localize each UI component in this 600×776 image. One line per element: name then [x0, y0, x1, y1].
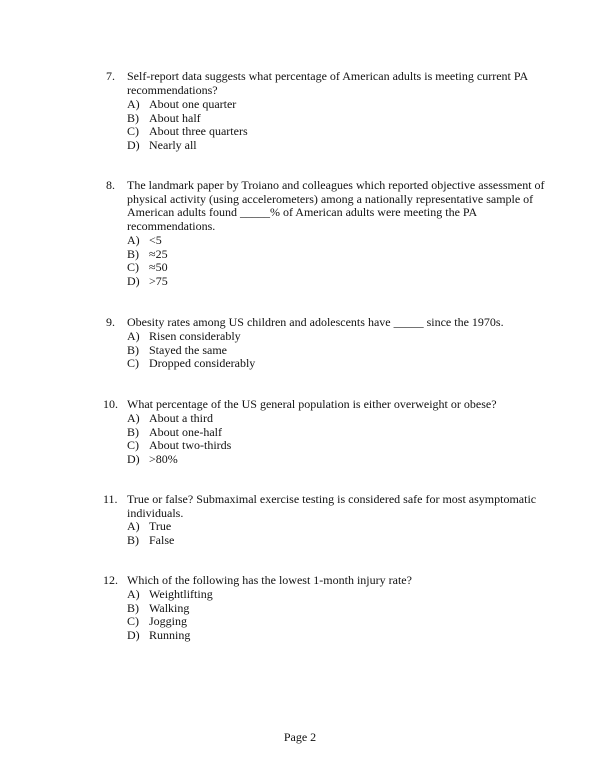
option-text: About one-half: [149, 424, 222, 439]
option-text: Weightlifting: [149, 587, 213, 601]
option-letter: A): [127, 233, 140, 247]
answer-options: [127, 234, 527, 288]
option-letter: A): [127, 519, 140, 533]
question-text: Self-report data suggests what percentage of American adults is meeting current PA recommendations?: [127, 69, 528, 97]
option-letter: A): [127, 411, 140, 425]
question-text: The landmark paper by Troiano and colleagues which reported objective assessment of physical activity (using accelerometers) among a nationally representative sample of American adults found _____% of American adults were meeting the PA recommendations.: [127, 178, 545, 233]
question-text: Which of the following has the lowest 1-month injury rate?: [127, 573, 412, 587]
option-letter: B): [127, 246, 139, 261]
option-text: ≈25: [149, 246, 168, 261]
answer-option-c: [127, 439, 527, 453]
answer-options: [127, 588, 527, 642]
option-text: Running: [149, 627, 191, 642]
answer-option-b: [127, 344, 527, 358]
option-text: Risen considerably: [149, 329, 241, 343]
answer-option-b: [127, 534, 527, 548]
option-text: About three quarters: [149, 124, 248, 139]
option-letter: C): [127, 124, 139, 139]
answer-option-a: [127, 330, 527, 344]
answer-options: [127, 520, 527, 547]
option-text: Walking: [149, 600, 190, 615]
option-letter: C): [127, 260, 139, 275]
option-letter: C): [127, 438, 139, 453]
option-letter: A): [127, 97, 140, 111]
answer-option-c: [127, 261, 527, 275]
option-text: Nearly all: [149, 137, 197, 152]
option-text: About a third: [149, 411, 213, 425]
question-text: True or false? Submaximal exercise testing is considered safe for most asymptomatic individuals.: [127, 492, 537, 520]
page-number: Page 2: [283, 730, 317, 744]
answer-options: [127, 330, 527, 371]
answer-option-a: [127, 520, 527, 534]
option-letter: A): [127, 329, 140, 343]
option-text: About one quarter: [149, 97, 237, 111]
answer-option-b: [127, 426, 527, 440]
option-text: Stayed the same: [149, 342, 227, 357]
option-letter: D): [127, 627, 140, 642]
option-letter: D): [127, 273, 140, 288]
answer-option-c: [127, 125, 527, 139]
answer-option-d: [127, 629, 527, 643]
option-letter: C): [127, 356, 139, 371]
answer-option-a: [127, 234, 527, 248]
option-text: About half: [149, 110, 201, 125]
option-text: >75: [149, 273, 168, 288]
question-number: 8.: [106, 178, 115, 192]
option-text: <5: [149, 233, 162, 247]
option-text: ≈50: [149, 260, 168, 275]
answer-option-d: [127, 139, 527, 153]
option-letter: B): [127, 532, 139, 547]
option-text: True: [149, 519, 172, 533]
option-letter: B): [127, 110, 139, 125]
answer-option-a: [127, 588, 527, 602]
question-text: What percentage of the US general population is either overweight or obese?: [127, 397, 497, 411]
option-letter: C): [127, 614, 139, 629]
question-number: 7.: [106, 69, 115, 83]
answer-option-b: [127, 248, 527, 262]
option-letter: B): [127, 600, 139, 615]
option-letter: B): [127, 342, 139, 357]
option-text: About two-thirds: [149, 438, 232, 453]
option-letter: B): [127, 424, 139, 439]
question-number: 11.: [103, 492, 118, 506]
answer-option-a: [127, 412, 527, 426]
question-number: 12.: [103, 573, 118, 587]
answer-option-a: [127, 98, 527, 112]
option-text: Jogging: [149, 614, 188, 629]
option-text: False: [149, 532, 175, 547]
answer-option-b: [127, 112, 527, 126]
answer-option-d: [127, 453, 527, 467]
option-text: Dropped considerably: [149, 356, 256, 371]
answer-option-b: [127, 602, 527, 616]
question-text: Obesity rates among US children and adolescents have _____ since the 1970s.: [127, 315, 504, 329]
answer-options: [127, 412, 527, 466]
option-letter: D): [127, 137, 140, 152]
option-letter: A): [127, 587, 140, 601]
option-text: >80%: [149, 451, 178, 466]
answer-option-c: [127, 357, 527, 371]
question-number: 9.: [106, 315, 115, 329]
option-letter: D): [127, 451, 140, 466]
answer-option-d: [127, 275, 527, 289]
question-number: 10.: [103, 397, 118, 411]
answer-options: [127, 98, 527, 152]
answer-option-c: [127, 615, 527, 629]
